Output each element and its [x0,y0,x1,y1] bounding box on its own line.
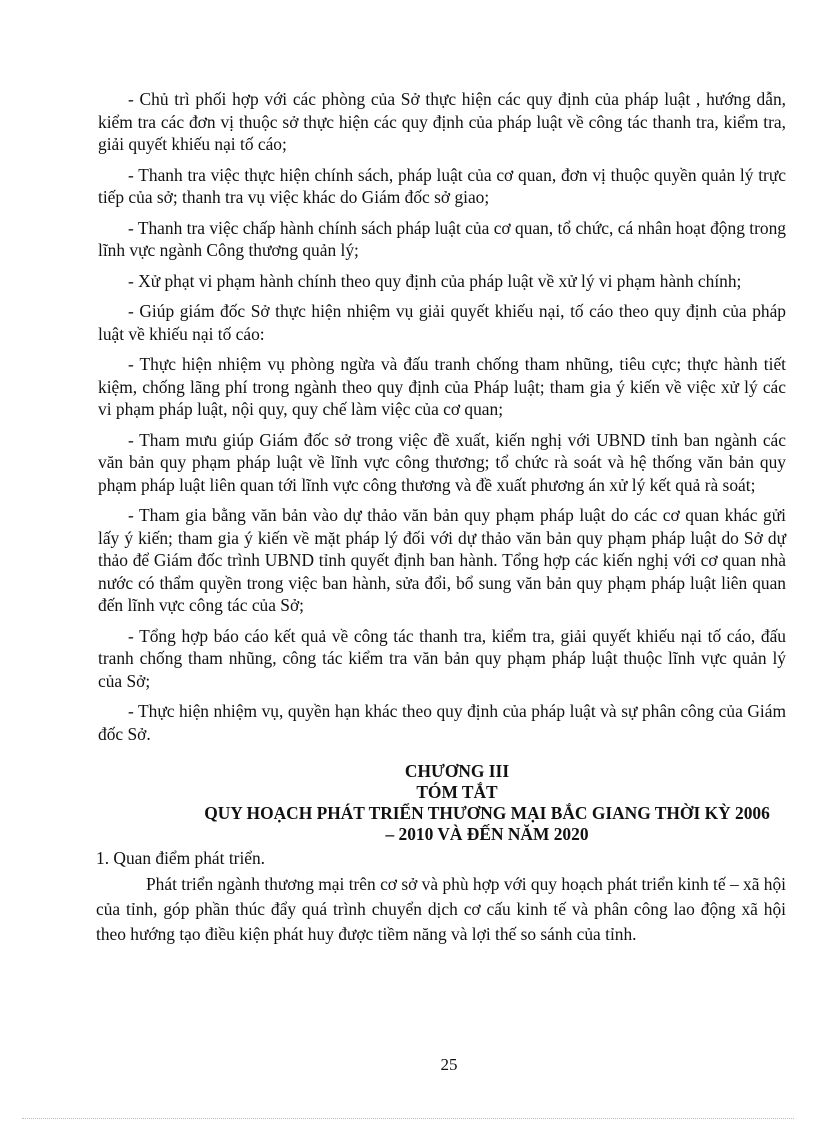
paragraph-8: - Tham gia bằng văn bản vào dự thảo văn bản quy phạm pháp luật do các cơ quan khác gửi lấy ý kiến; tham gia ý kiến về mặt pháp lý đối với dự thảo văn bản quy phạm pháp luật do Sở dự thảo để Giám đốc trình UBND tỉnh quyết định ban hành. Tổng hợp các kiến nghị với cơ quan nhà nước có thẩm quyền trong việc ban hành, sửa đổi, bổ sung văn bản quy phạm pháp luật liên quan đến lĩnh vực công tác của Sở; [98,505,786,615]
paragraph-3: - Thanh tra việc chấp hành chính sách pháp luật của cơ quan, tổ chức, cá nhân hoạt động trong lĩnh vực ngành Công thương quản lý; [98,217,786,260]
chapter-number: CHƯƠNG III [404,761,510,781]
paragraph-9: - Tổng hợp báo cáo kết quả về công tác thanh tra, kiểm tra, giải quyết khiếu nại tố cáo, đấu tranh chống tham nhũng, công tác kiểm tra văn bản quy phạm pháp luật thuộc lĩnh vực quản lý của Sở; [98,625,786,691]
paragraph-6: - Thực hiện nhiệm vụ phòng ngừa và đấu tranh chống tham nhũng, tiêu cực; thực hành tiết kiệm, chống lãng phí trong ngành theo quy định của Pháp luật; tham gia ý kiến về việc xử lý các vi phạm pháp luật, nội quy, quy chế làm việc của cơ quan; [98,354,786,419]
paragraph-4: - Xử phạt vi phạm hành chính theo quy định của pháp luật về xử lý vi phạm hành chính; [128,270,742,291]
chapter-title-line2: – 2010 VÀ ĐẾN NĂM 2020 [385,824,589,844]
chapter-subtitle: TÓM TẮT [416,782,498,802]
paragraph-7: - Tham mưu giúp Giám đốc sở trong việc đề xuất, kiến nghị với UBND tỉnh ban ngành các văn bản quy phạm pháp luật về lĩnh vực công thương; tổ chức rà soát và hệ thống văn bản quy phạm pháp luật liên quan tới lĩnh vực công thương và đề xuất phương án xử lý kết quả rà soát; [98,429,786,495]
paragraph-10: - Thực hiện nhiệm vụ, quyền hạn khác theo quy định của pháp luật và sự phân công của Giám đốc Sở. [98,701,786,744]
section-body: Phát triển ngành thương mại trên cơ sở và phù hợp với quy hoạch phát triển kinh tế – xã hội của tỉnh, góp phần thúc đẩy quá trình chuyển dịch cơ cấu kinh tế và phân công lao động xã hội theo hướng tạo điều kiện phát huy được tiềm năng và lợi thế so sánh của tỉnh. [96,873,786,944]
paragraph-5: - Giúp giám đốc Sở thực hiện nhiệm vụ giải quyết khiếu nại, tố cáo theo quy định của pháp luật về khiếu nại tố cáo: [98,301,786,344]
document-page [98,88,786,947]
paragraph-2: - Thanh tra việc thực hiện chính sách, pháp luật của cơ quan, đơn vị thuộc quyền quản lý trực tiếp của sở; thanh tra vụ việc khác do Giám đốc sở giao; [98,164,786,207]
page-number: 25 [440,1055,458,1074]
section-title: 1. Quan điểm phát triển. [96,848,266,868]
page-bottom-rule [22,1118,794,1119]
paragraph-1: - Chủ trì phối hợp với các phòng của Sở thực hiện các quy định của pháp luật , hướng dẫn, kiểm tra các đơn vị thuộc sở thực hiện các quy định của pháp luật về công tác thanh tra, kiểm tra, giải quyết khiếu nại tố cáo; [98,89,786,154]
chapter-title-line1: QUY HOẠCH PHÁT TRIỂN THƯƠNG MẠI BẮC GIANG THỜI KỲ 2006 [204,803,770,823]
